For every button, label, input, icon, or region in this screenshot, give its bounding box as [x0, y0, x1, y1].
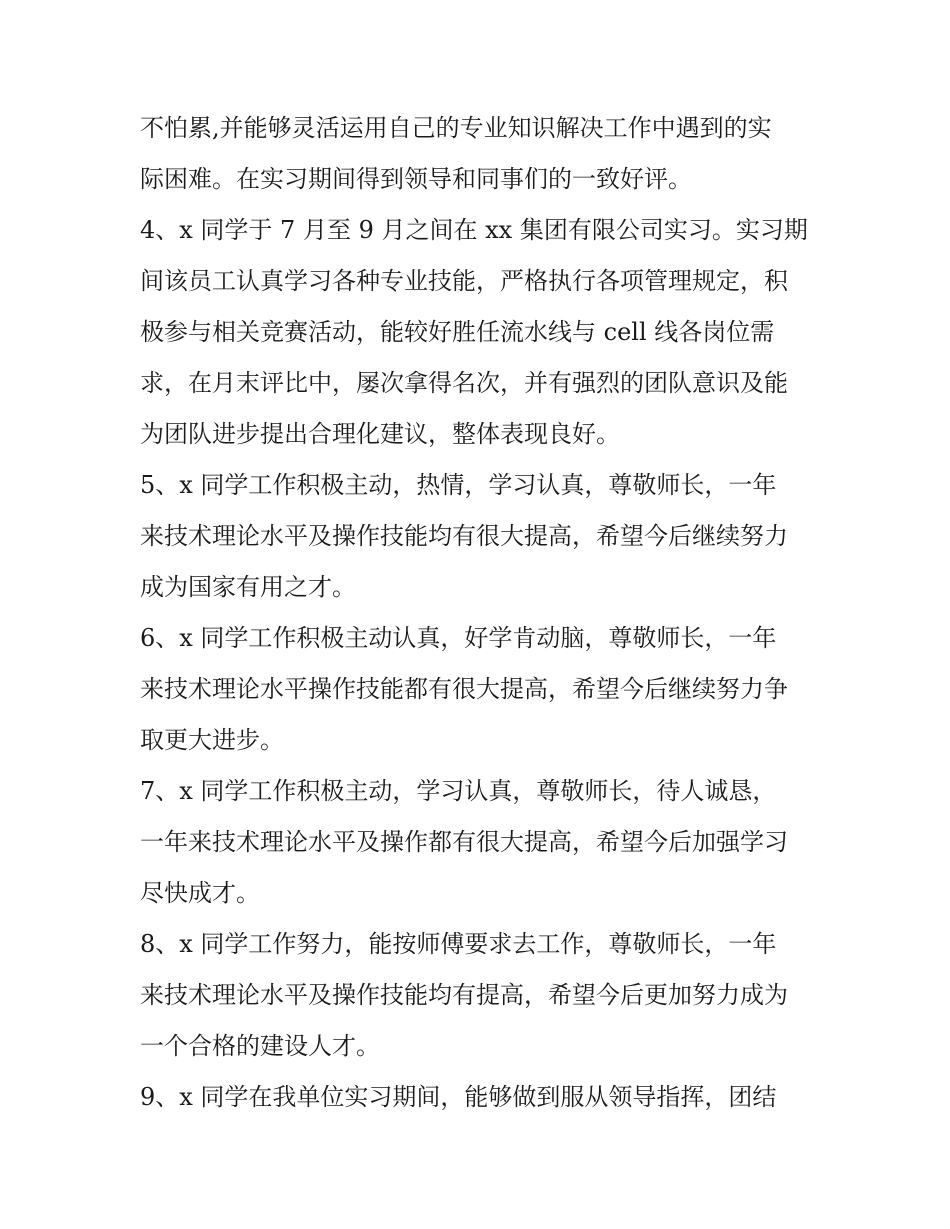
document-body — [140, 103, 820, 1123]
text-line: 尽快成才。 — [140, 879, 260, 907]
text-line: 5、x 同学工作积极主动，热情，学习认真，尊敬师长，一年 — [140, 471, 777, 499]
text-line: 极参与相关竞赛活动，能较好胜任流水线与 cell 线各岗位需 — [140, 318, 775, 346]
text-line: 来技术理论水平及操作技能均有提高，希望今后更加努力成为 — [140, 981, 788, 1009]
text-line: 间该员工认真学习各种专业技能，严格执行各项管理规定，积 — [140, 267, 788, 295]
text-line: 来技术理论水平操作技能都有很大提高，希望今后继续努力争 — [140, 675, 788, 703]
text-line: 4、x 同学于 7 月至 9 月之间在 xx 集团有限公司实习。实习期 — [140, 216, 808, 244]
text-line: 6、x 同学工作积极主动认真，好学肯动脑，尊敬师长，一年 — [140, 624, 777, 652]
text-line: 为团队进步提出合理化建议，整体表现良好。 — [140, 420, 620, 448]
text-line: 求，在月末评比中，屡次拿得名次，并有强烈的团队意识及能 — [140, 369, 788, 397]
text-line: 成为国家有用之才。 — [140, 573, 356, 601]
text-line: 取更大进步。 — [140, 726, 284, 754]
text-line: 8、x 同学工作努力，能按师傅要求去工作，尊敬师长，一年 — [140, 930, 777, 958]
text-line: 7、x 同学工作积极主动，学习认真，尊敬师长，待人诚恳， — [140, 777, 777, 805]
text-line: 9、x 同学在我单位实习期间，能够做到服从领导指挥，团结 — [140, 1083, 777, 1111]
text-line: 来技术理论水平及操作技能均有很大提高，希望今后继续努力 — [140, 522, 788, 550]
text-line: 不怕累,并能够灵活运用自己的专业知识解决工作中遇到的实 — [140, 114, 772, 142]
text-line: 际困难。在实习期间得到领导和同事们的一致好评。 — [140, 165, 692, 193]
text-line: 一年来技术理论水平及操作都有很大提高，希望今后加强学习 — [140, 828, 788, 856]
text-line: 一个合格的建设人才。 — [140, 1032, 380, 1060]
